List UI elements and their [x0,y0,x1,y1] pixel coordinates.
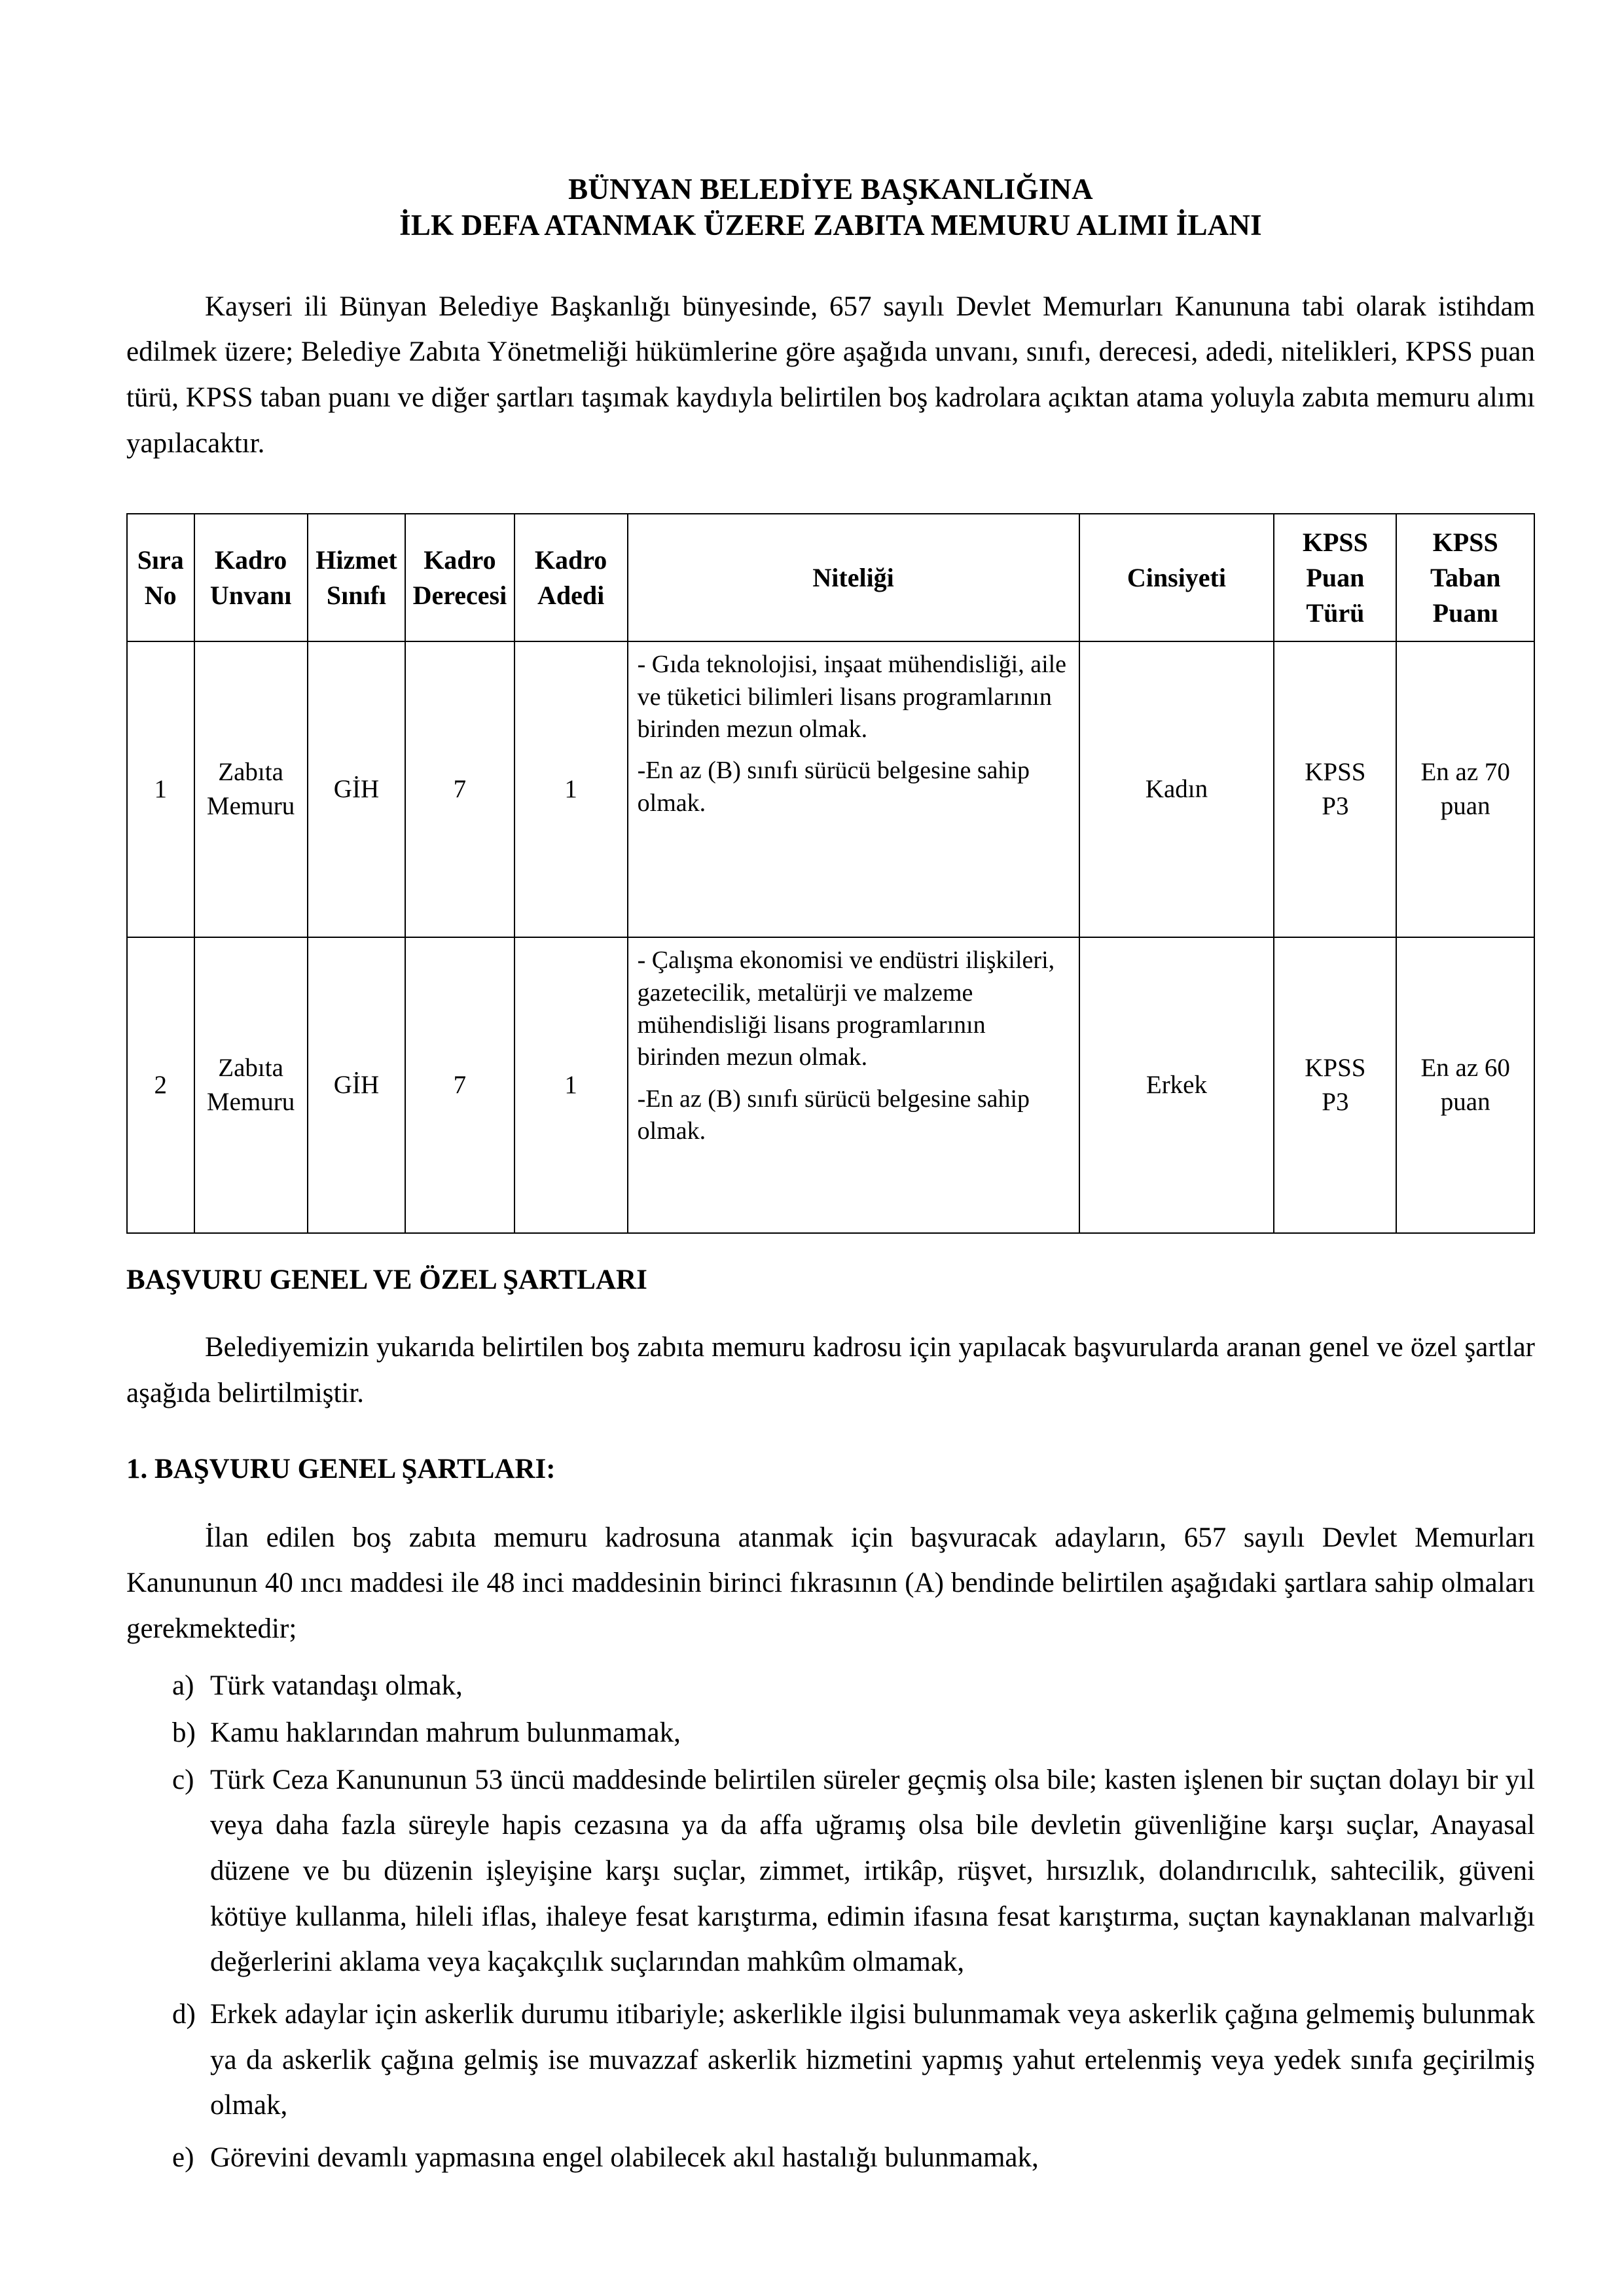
cell-line: En az 60 [1420,1053,1510,1082]
column-header-kadro-adedi [514,514,628,641]
cell-line: puan [1440,1088,1490,1117]
column-header-kpss-taban-puani [1396,514,1534,641]
cell-line: KPSS [1305,757,1366,786]
header-line: Sınıfı [326,580,387,610]
page-title-line-1: BÜNYAN BELEDİYE BAŞKANLIĞINA [568,173,1093,206]
cell-line: KPSS [1305,1053,1366,1082]
cell-kpss-puan-turu [1274,937,1396,1233]
document-title-block [126,0,1535,243]
header-line: Adedi [537,580,605,610]
header-line: No [144,580,177,610]
document-content [126,0,1535,2182]
header-line: Puanı [1432,598,1498,628]
cell-kadro-unvani [194,641,308,937]
paragraph-basvuru-genel-sartlari: İlan edilen boş zabıta memuru kadrosuna atanmak için başvuracak adayların, 657 sayılı Devlet Memurları Kanununun 40 ıncı maddesi ile 48 inci maddesinin birinci fıkrasının (A) bendinde belirtilen aşağıdaki şartlara sahip olmaları gerekmektedir; [126,1522,1535,1644]
paragraph-basvuru-genel-ve-ozel-sartlari: Belediyemizin yukarıda belirtilen boş zabıta memuru kadrosu için yapılacak başvurularda aranan genel ve özel şartlar aşağıda belirtilmiştir. [126,1332,1535,1408]
cell-line: puan [1440,792,1490,821]
page-title-line-2: İLK DEFA ATANMAK ÜZERE ZABITA MEMURU ALIMI İLANI [399,208,1262,242]
section-heading-basvuru-genel-sartlari: 1. BAŞVURU GENEL ŞARTLARI: [126,1453,556,1484]
list-item [126,1757,1535,1985]
intro-paragraph: Kayseri ili Bünyan Belediye Başkanlığı bünyesinde, 657 sayılı Devlet Memurları Kanununa tabi olarak istihdam edilmek üzere; Belediye Zabıta Yönetmeliği hükümlerine göre aşağıda unvanı, sınıfı, derecesi, adedi, nitelikleri, KPSS puan türü, KPSS taban puanı ve diğer şartları taşımak kaydıyla belirtilen boş kadrolara açıktan atama yoluyla zabıta memuru alımı yapılacaktır. [126,291,1535,459]
list-item-text: Türk vatandaşı olmak, [210,1670,463,1702]
cell-line: Zabıta [218,757,283,786]
list-item [126,1992,1535,2128]
header-line: Hizmet [316,545,397,575]
cell-kadro-adedi: 1 [514,937,628,1233]
column-header-kadro-derecesi [405,514,514,641]
column-header-niteligi [628,514,1079,641]
section-heading-basvuru-genel-ve-ozel-sartlari: BAŞVURU GENEL VE ÖZEL ŞARTLARI [126,1265,647,1296]
column-header-kadro-unvani [194,514,308,641]
list-item-marker: b) [172,1717,196,1749]
cell-kpss-taban-puani [1396,641,1534,937]
header-line: KPSS [1302,528,1368,558]
nitelik-clause-1: - Gıda teknolojisi, inşaat mühendisliği, aile ve tüketici bilimleri lisans programlarının birinden mezun olmak. [637,651,1067,743]
cell-kpss-puan-turu [1274,641,1396,937]
header-line: Puan [1306,563,1365,592]
list-item [126,1663,1535,1709]
cell-kadro-unvani [194,937,308,1233]
header-line: Kadro [534,545,607,575]
basvuru-genel-sartlari-list [126,1663,1535,2180]
header-line: Cinsiyeti [1127,563,1226,592]
table-row [127,641,1534,937]
table-header-row [127,514,1534,641]
cell-sira-no: 2 [127,937,194,1233]
cell-kpss-taban-puani [1396,937,1534,1233]
cell-niteligi [628,937,1079,1233]
cell-line: P3 [1322,1088,1349,1117]
header-line: Sıra [137,545,184,575]
header-line: Unvanı [209,580,292,610]
cell-hizmet-sinifi: GİH [308,937,406,1233]
header-line: Derecesi [412,580,507,610]
nitelik-clause-2: -En az (B) sınıfı sürücü belgesine sahip olmak. [637,1085,1030,1145]
header-line: Kadro [424,545,496,575]
column-header-kpss-puan-turu [1274,514,1396,641]
header-line: Kadro [214,545,287,575]
list-item-text: Erkek adaylar için askerlik durumu itibariyle; askerlikle ilgisi bulunmamak veya askerlik çağına gelmemiş bulunmak ya da askerlik çağına gelmiş ise muvazzaf askerlik hizmetini yapmış yahut ertelenmiş veya yedek sınıfa geçirilmiş olmak, [210,1999,1535,2121]
cell-kadro-derecesi: 7 [405,641,514,937]
nitelik-clause-1: - Çalışma ekonomisi ve endüstri ilişkileri, gazetecilik, metalürji ve malzeme mühendisliği lisans programlarının birinden mezun olmak. [637,946,1055,1071]
list-item-text: Türk Ceza Kanununun 53 üncü maddesinde belirtilen süreler geçmiş olsa bile; kasten işlenen bir suçtan dolayı bir yıl veya daha fazla süreyle hapis cezasına ya da affa uğramış olsa bile devletin güvenliğine karşı suçlar, Anayasal düzene ve bu düzenin işleyişine karşı suçlar, zimmet, irtikâp, rüşvet, hırsızlık, dolandırıcılık, sahtecilik, güveni kötüye kullanma, hileli iflas, ihaleye fesat karıştırma, edimin ifasına fesat karıştırma, suçtan kaynaklanan malvarlığı değerlerini aklama veya kaçakçılık suçlarından mahkûm olmamak, [210,1764,1535,1978]
list-item [126,2135,1535,2181]
list-item-marker: c) [172,1764,194,1795]
header-line: Türü [1306,598,1365,628]
cell-kadro-adedi: 1 [514,641,628,937]
list-item-text: Görevini devamlı yapmasına engel olabilecek akıl hastalığı bulunmamak, [210,2142,1039,2174]
list-item-text: Kamu haklarından mahrum bulunmamak, [210,1717,681,1749]
cell-line: Zabıta [218,1053,283,1082]
cell-kadro-derecesi: 7 [405,937,514,1233]
header-line: Niteliği [812,563,894,592]
nitelik-clause-2: -En az (B) sınıfı sürücü belgesine sahip olmak. [637,757,1030,817]
cell-line: En az 70 [1420,757,1510,786]
column-header-sira-no [127,514,194,641]
cell-cinsiyeti: Kadın [1079,641,1274,937]
cell-line: P3 [1322,792,1349,821]
column-header-hizmet-sinifi [308,514,406,641]
header-line: KPSS [1432,528,1498,558]
cell-cinsiyeti: Erkek [1079,937,1274,1233]
cell-sira-no: 1 [127,641,194,937]
cell-niteligi [628,641,1079,937]
list-item-marker: d) [172,1999,196,2030]
cell-line: Memuru [206,792,295,821]
column-header-cinsiyeti [1079,514,1274,641]
cell-hizmet-sinifi: GİH [308,641,406,937]
list-item-marker: a) [172,1670,194,1702]
list-item [126,1710,1535,1756]
header-line: Taban [1430,563,1501,592]
cell-line: Memuru [206,1088,295,1117]
list-item-marker: e) [172,2142,194,2174]
kadro-table [126,513,1535,1234]
table-row [127,937,1534,1233]
